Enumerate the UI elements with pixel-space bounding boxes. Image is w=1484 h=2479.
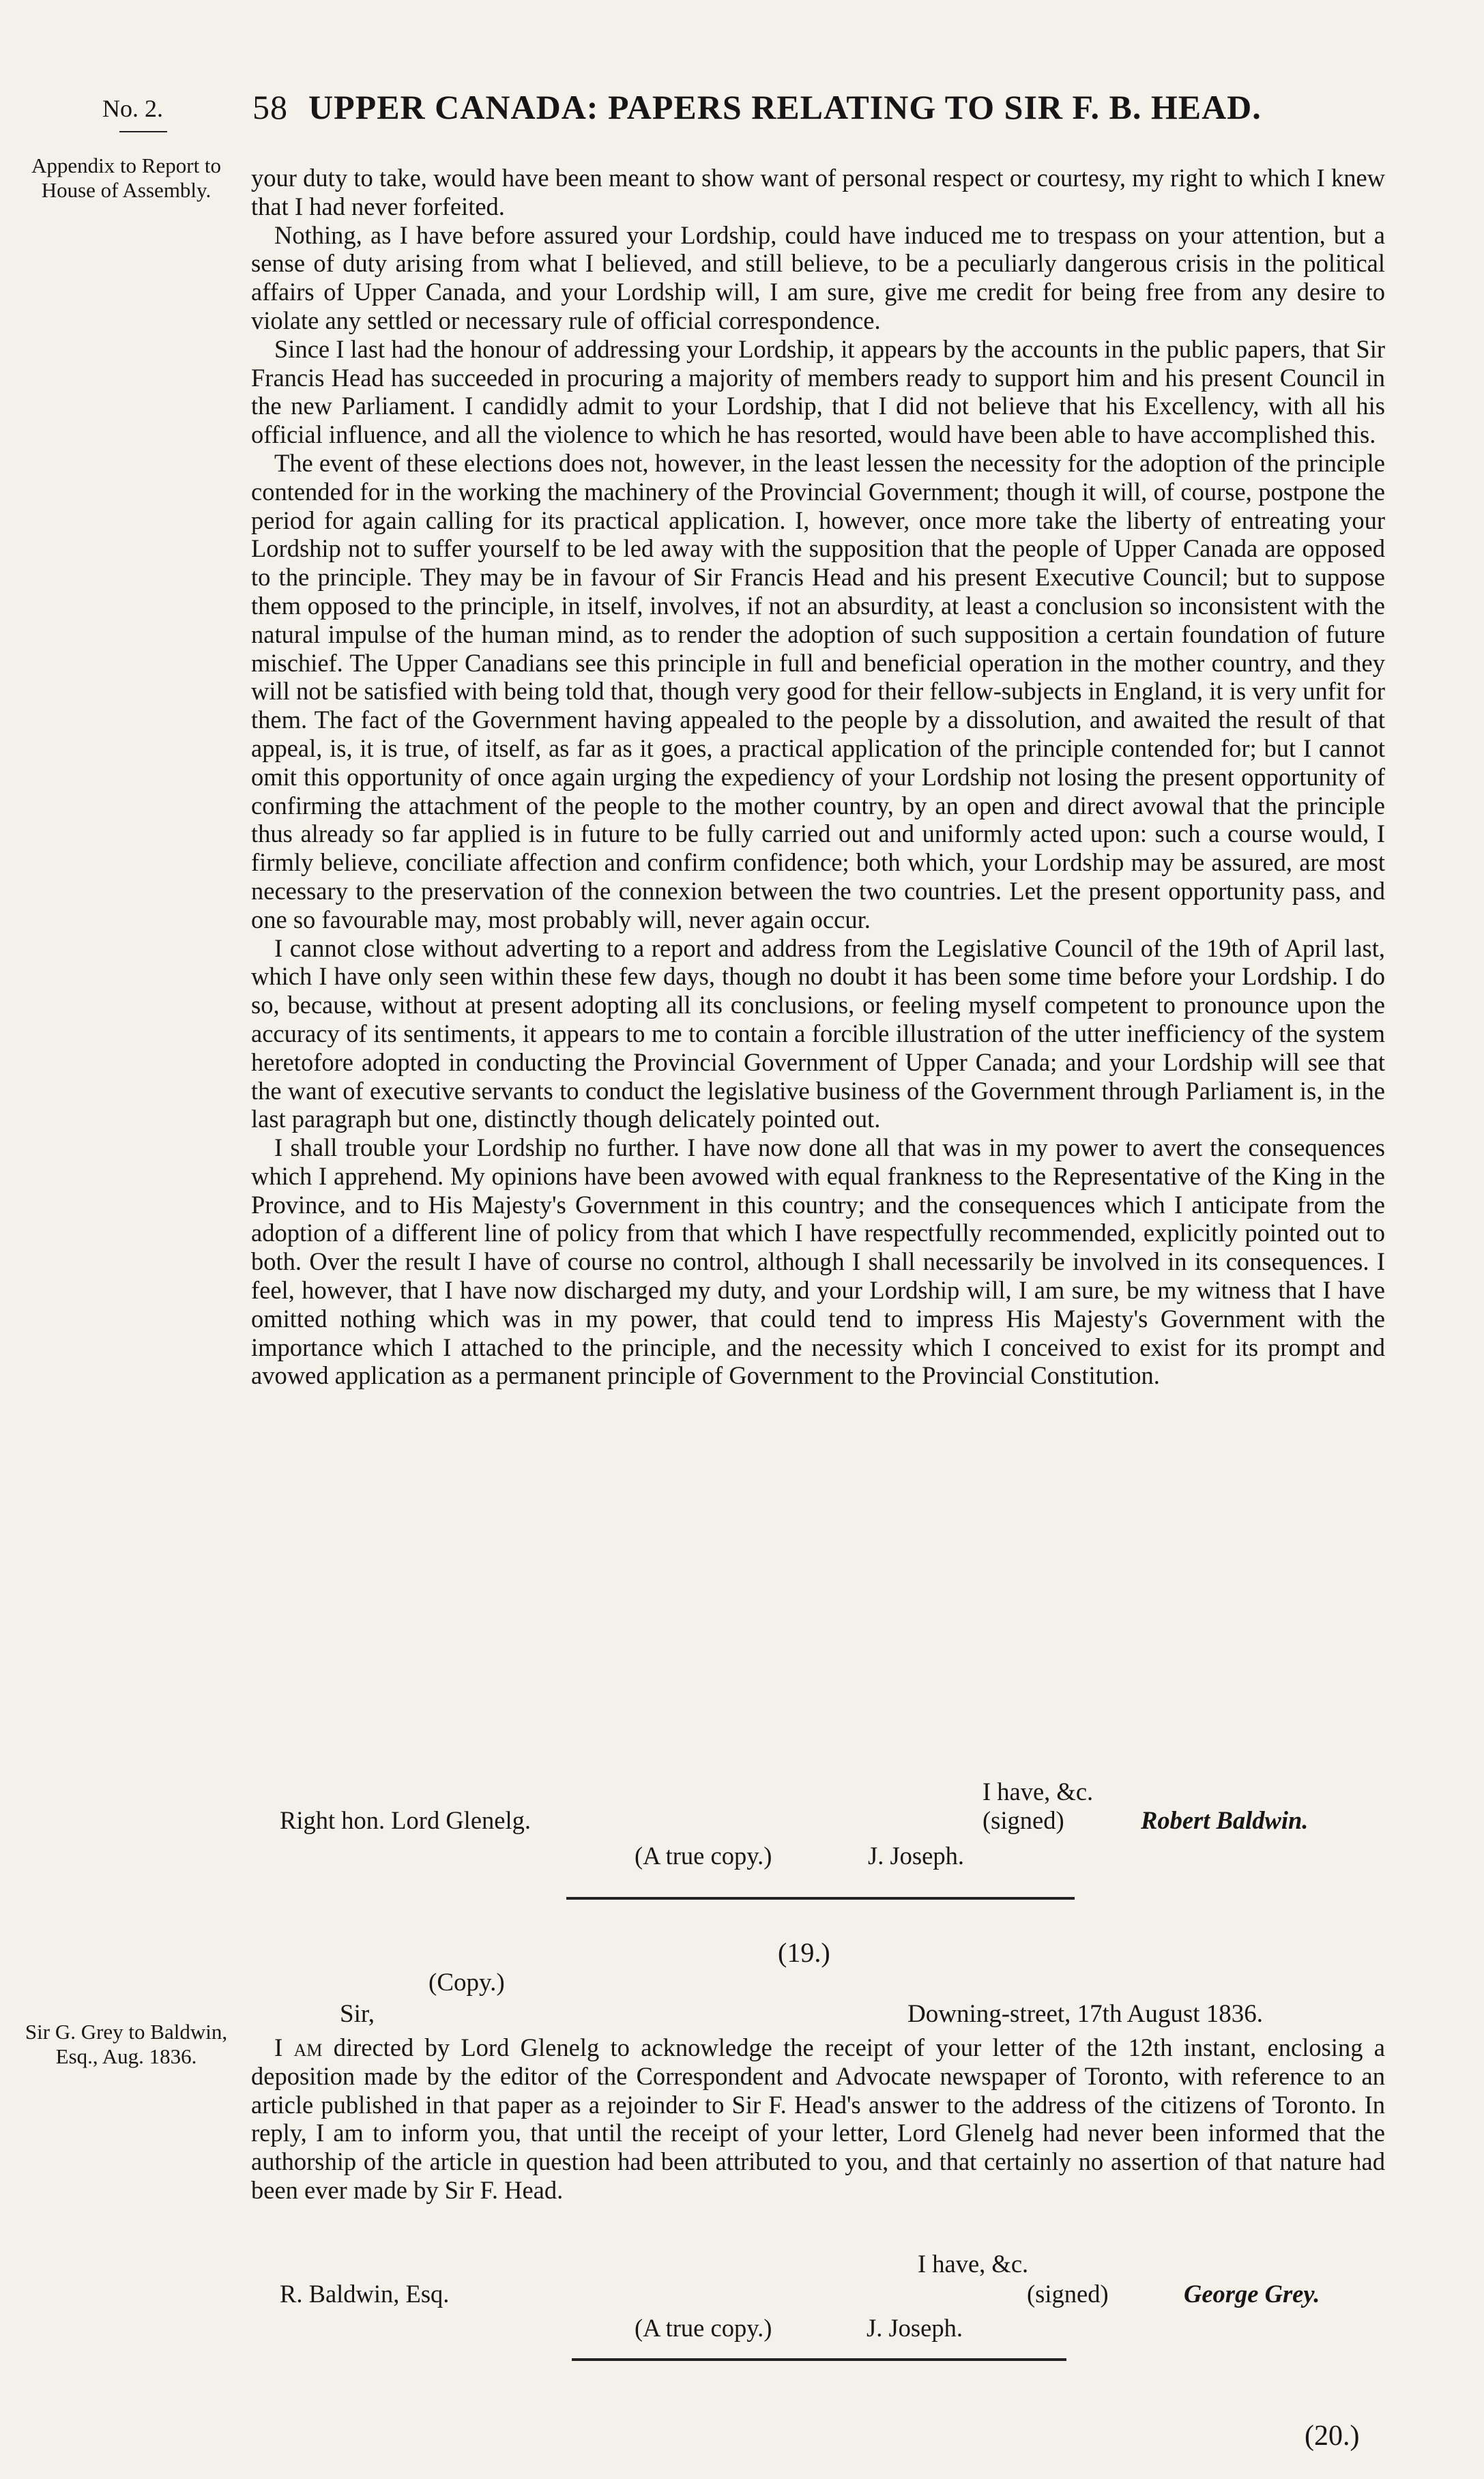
paragraph: Since I last had the honour of addressing your Lordship, it appears by the accounts in the public papers, that Sir Francis Head has succeeded in procuring a majority of members ready to support him and his present Council in the new Parliament. I candidly admit to your Lordship, that I did not believe that his Excellency, with all his official influence, and all the violence to which he has resorted, would have been able to have accomplished this.	[251, 334, 1385, 449]
copy-signatory-18: J. Joseph.	[868, 1842, 964, 1870]
signed-label-19: (signed)	[1027, 2280, 1109, 2308]
salutation: Sir,	[340, 2000, 375, 2028]
opening-caps: I am	[274, 2033, 323, 2061]
paragraph: your duty to take, would have been meant to show want of personal respect or courtesy, my right to which I knew that I had never forfeited.	[251, 164, 1385, 220]
true-copy-18: (A true copy.)	[635, 1842, 772, 1870]
addressee-18: Right hon. Lord Glenelg.	[280, 1806, 531, 1834]
page-number: 58	[252, 88, 288, 126]
addressee-19: R. Baldwin, Esq.	[280, 2280, 450, 2308]
paragraph: I shall trouble your Lordship no further. I have now done all that was in my power to avert the consequences which I apprehend. My opinions have been avowed with equal frankness to the Representative of the King in the Province, and to His Majesty's Government in this country; and the consequences which I anticipate from the adoption of a different line of policy from that which I have respectfully recommended, explicitly pointed out to both. Over the result I have of course no control, although I shall necessarily be involved in its consequences. I feel, however, that I have now discharged my duty, and your Lordship will, I am sure, be my witness that I have omitted nothing which was in my power, that could tend to impress His Majesty's Government with the importance which I attached to the principle, and the necessity which I conceived to exist for its prompt and avowed application as a permanent principle of Government to the Provincial Constitution.	[251, 1133, 1385, 1390]
closing-19: I have, &c.	[918, 2250, 1029, 2278]
paragraph	[251, 2033, 1385, 2205]
copy-label: (Copy.)	[428, 1969, 505, 1997]
paragraph: The event of these elections does not, however, in the least lessen the necessity for the adoption of the principle contended for in the working the machinery of the Provincial Government; though it will, of course, postpone the period for again calling for its practical application. I, however, once more take the liberty of entreating your Lordship not to suffer yourself to be led away with the supposition that the people of Upper Canada are opposed to the principle. They may be in favour of Sir Francis Head and his present Executive Council; but to suppose them opposed to the principle, in itself, involves, if not an absurdity, at least a conclusion so inconsistent with the natural impulse of the human mind, as to render the adoption of such supposition a certain foundation of future mischief. The Upper Canadians see this principle in full and beneficial operation in the mother country, and they will not be satisfied with being told that, though very good for their fellow-subjects in England, it is very unfit for them. The fact of the Government having appealed to the people by a dissolution, and awaited the result of that appeal, is, it is true, of itself, as far as it goes, a practical application of the principle contended for; but I cannot omit this opportunity of once again urging the expediency of your Lordship not losing the present opportunity of confirming the attachment of the people to the mother country, by an open and direct avowal that the principle thus already so far applied is in future to be fully carried out and uniformly acted upon: such a course would, I firmly believe, conciliate affection and confirm confidence; both which, your Lordship may be assured, are most necessary to the preservation of the connexion between the two countries. Let the present opportunity pass, and one so favourable may, most probably will, never again occur.	[251, 448, 1385, 933]
section-divider	[566, 1897, 1075, 1900]
letter-number-19: (19.)	[778, 1937, 830, 1968]
next-letter-number: (20.)	[1305, 2420, 1360, 2452]
margin-note-letter-19: Sir G. Grey to Baldwin, Esq., Aug. 1836.	[25, 2020, 228, 2068]
dateline: Downing-street, 17th August 1836.	[907, 2000, 1264, 2028]
copy-signatory-19: J. Joseph.	[867, 2314, 963, 2342]
doc-number-rule	[119, 131, 167, 132]
letter-19-body	[251, 2033, 1385, 2205]
running-header	[252, 87, 1262, 127]
letter-19-text: directed by Lord Glenelg to acknowledge the receipt of your letter of the 12th instant, enclosing a deposition made by the editor of the Correspondent and Advocate newspaper of Toronto, with reference to an article published in that paper as a rejoinder to Sir F. Head's answer to the address of the citizens of Toronto. In reply, I am to inform you, that until the receipt of your letter, Lord Glenelg had never been informed that the authorship of the article in question had been attributed to you, and that certainly no assertion of that nature had been ever made by Sir F. Head.	[251, 2033, 1385, 2204]
margin-note-appendix: Appendix to Report to House of Assembly.	[31, 154, 222, 202]
bottom-divider	[572, 2358, 1066, 2361]
true-copy-19: (A true copy.)	[635, 2314, 772, 2342]
signed-label-18: (signed)	[983, 1806, 1064, 1834]
paragraph: I cannot close without adverting to a report and address from the Legislative Council of the 19th of April last, which I have only seen within these few days, though no doubt it has been some time before your Lordship. I do so, because, without at present adopting all its conclusions, or feeling myself competent to pronounce upon the accuracy of its sentiments, it appears to me to contain a forcible illustration of the utter inefficiency of the system heretofore adopted in conducting the Provincial Government of Upper Canada; and your Lordship will see that the want of executive servants to conduct the legislative business of the Government through Parliament is, in the last paragraph but one, distinctly though delicately pointed out.	[251, 933, 1385, 1133]
paragraph: Nothing, as I have before assured your Lordship, could have induced me to trespass on your attention, but a sense of duty arising from what I believed, and still believe, to be a peculiarly dangerous crisis in the political affairs of Upper Canada, and your Lordship will, I am sure, give me credit for being free from any desire to violate any settled or necessary rule of official correspondence.	[251, 220, 1385, 334]
page-title: UPPER CANADA: PAPERS RELATING TO SIR F. B. HEAD.	[308, 88, 1262, 126]
signatory-18: Robert Baldwin.	[1141, 1806, 1309, 1834]
signatory-19: George Grey.	[1184, 2280, 1320, 2308]
letter-18-body	[251, 164, 1385, 1390]
closing-18: I have, &c.	[983, 1778, 1094, 1806]
doc-number: No. 2.	[102, 95, 163, 122]
